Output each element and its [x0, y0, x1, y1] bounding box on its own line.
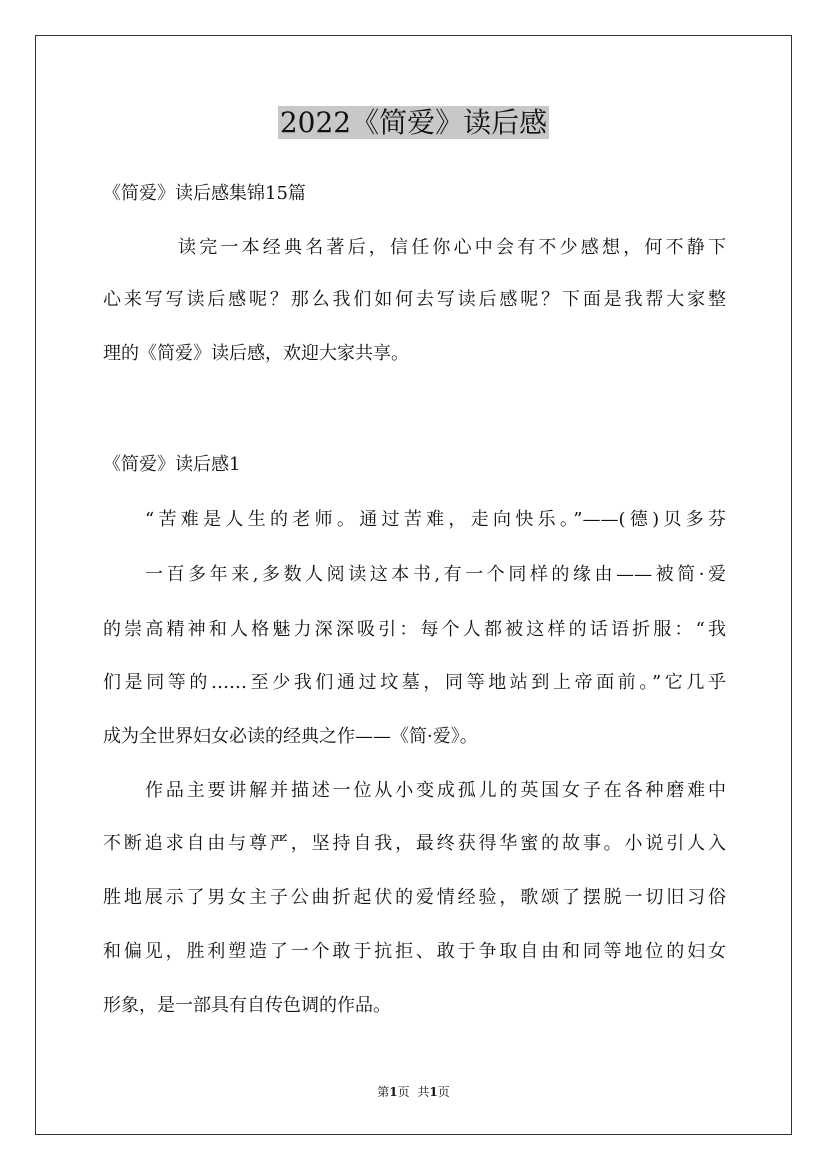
paragraph2-line-1: 作品主要讲解并描述一位从小变成孤儿的英国女子在各种磨难中 — [145, 780, 726, 801]
intro-line-3: 理的《简爱》读后感，欢迎大家共享。 — [103, 343, 409, 364]
footer-total-prefix: 共 — [417, 1085, 430, 1099]
document-title — [0, 103, 827, 143]
section-heading: 《简爱》读后感1 — [103, 454, 241, 475]
intro-line-1: 读完一本经典名著后，信任你心中会有不少感想，何不静下 — [178, 237, 726, 258]
subtitle: 《简爱》读后感集锦15篇 — [103, 183, 306, 204]
paragraph1-line-3: 们是同等的……至少我们通过坟墓，同等地站到上帝面前。”它几乎 — [103, 672, 726, 693]
page-footer — [0, 1084, 827, 1100]
footer-page-prefix: 第 — [377, 1085, 390, 1099]
footer-total-suffix: 页 — [437, 1085, 450, 1099]
paragraph2-line-4: 和偏见，胜利塑造了一个敢于抗拒、敢于争取自由和同等地位的妇女 — [103, 941, 726, 962]
title-text: 2022《简爱》读后感 — [279, 106, 548, 139]
paragraph1-line-1: 一百多年来,多数人阅读这本书,有一个同样的缘由——被简·爱 — [145, 564, 726, 585]
quote-line: “苦难是人生的老师。通过苦难，走向快乐。”——(德)贝多芬 — [145, 509, 726, 530]
footer-page-number: 1 — [389, 1085, 398, 1099]
paragraph2-line-2: 不断追求自由与尊严，坚持自我，最终获得华蜜的故事。小说引人入 — [103, 833, 726, 854]
paragraph1-line-4: 成为全世界妇女必读的经典之作——《简·爱》。 — [103, 726, 478, 747]
paragraph2-line-5: 形象，是一部具有自传色调的作品。 — [103, 995, 391, 1016]
paragraph1-line-2: 的崇高精神和人格魅力深深吸引：每个人都被这样的话语折服：“我 — [103, 619, 726, 640]
paragraph2-line-3: 胜地展示了男女主子公曲折起伏的爱情经验，歌颂了摆脱一切旧习俗 — [103, 887, 726, 908]
footer-page-suffix: 页 — [397, 1085, 410, 1099]
intro-line-2: 心来写写读后感呢？那么我们如何去写读后感呢？下面是我帮大家整 — [103, 289, 726, 310]
footer-total-number: 1 — [429, 1085, 438, 1099]
